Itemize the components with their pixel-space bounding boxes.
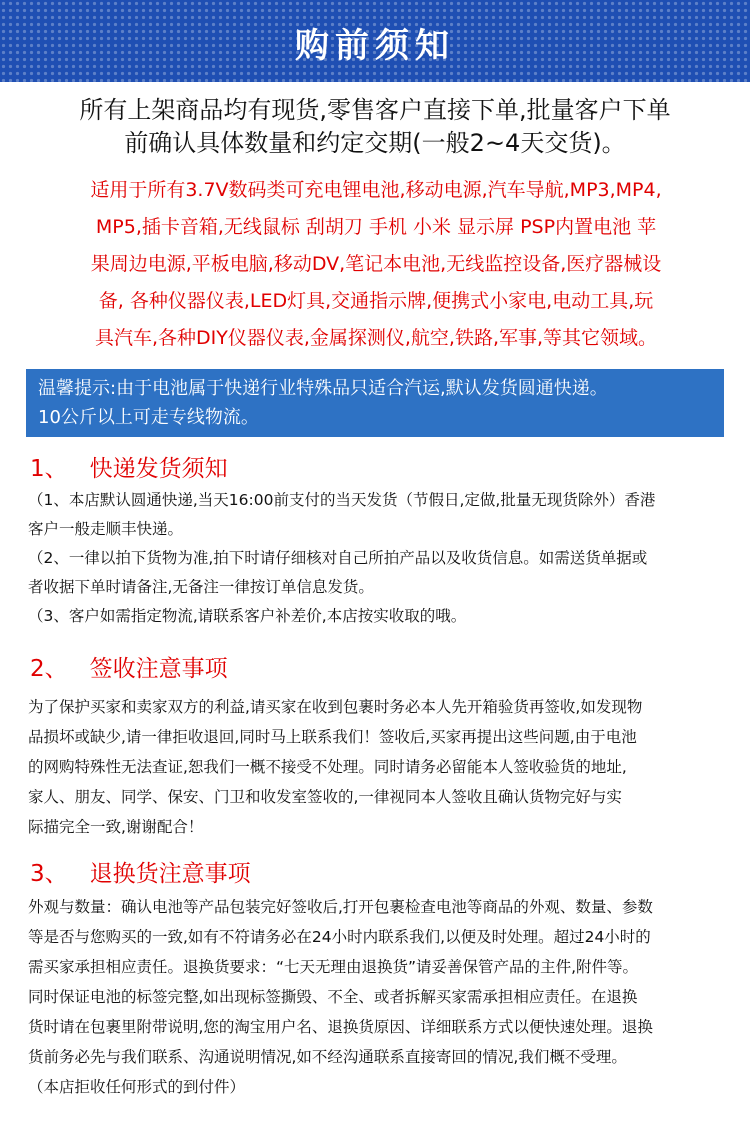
body-line: 货前务必先与我们联系、沟通说明情况,如不经沟通联系直接寄回的情况,我们概不受理。 — [28, 1048, 627, 1066]
intro-paragraph — [20, 94, 730, 160]
section-body-returns — [28, 892, 730, 1102]
applicable-products-paragraph — [28, 172, 724, 357]
body-line: 际描完全一致,谢谢配合！ — [28, 818, 204, 836]
section-heading-signing — [30, 650, 228, 683]
applicable-line: 具汽车,各种DIY仪器仪表,金属探测仪,航空,铁路,军事,等其它领域。 — [94, 327, 658, 349]
notice-line: 温馨提示:由于电池属于快递行业特殊品只适合汽运,默认发货圆通快递。 — [38, 378, 608, 399]
section-heading-returns — [30, 855, 251, 888]
body-line: （3、客户如需指定物流,请联系客户补差价,本店按实收取的哦。 — [28, 607, 467, 625]
body-line: 货时请在包裹里附带说明,您的淘宝用户名、退换货原因、详细联系方式以便快速处理。退换 — [28, 1018, 653, 1036]
section-body-shipping — [28, 486, 730, 631]
intro-line: 所有上架商品均有现货,零售客户直接下单,批量客户下单 — [79, 96, 671, 124]
applicable-line: 备, 各种仪器仪表,LED灯具,交通指示牌,便携式小家电,电动工具,玩 — [98, 290, 654, 312]
section-body-signing — [28, 692, 730, 842]
intro-line: 前确认具体数量和约定交期(一般2~4天交货)。 — [124, 129, 626, 157]
shipping-notice-box — [26, 369, 724, 437]
body-line: （1、本店默认圆通快递,当天16:00前支付的当天发货（节假日,定做,批量无现货除外）香港 — [28, 491, 656, 509]
body-line: 品损坏或缺少,请一律拒收退回,同时马上联系我们！签收后,买家再提出这些问题,由于电池 — [28, 728, 637, 746]
section-title: 签收注意事项 — [89, 656, 228, 682]
body-line: 需买家承担相应责任。退换货要求：“七天无理由退换货”请妥善保管产品的主件,附件等。 — [28, 958, 638, 976]
section-number: 2、 — [30, 656, 68, 682]
section-heading-shipping — [30, 450, 228, 483]
body-line: 的网购特殊性无法查证,恕我们一概不接受不处理。同时请务必留能本人签收验货的地址, — [28, 758, 627, 776]
notice-line: 10公斤以上可走专线物流。 — [38, 407, 259, 428]
applicable-line: MP5,插卡音箱,无线鼠标 刮胡刀 手机 小米 显示屏 PSP内置电池 苹 — [95, 216, 657, 238]
body-line: （本店拒收任何形式的到付件） — [28, 1078, 246, 1096]
section-title: 快递发货须知 — [89, 456, 228, 482]
section-number: 1、 — [30, 456, 68, 482]
header-banner — [0, 0, 750, 82]
body-line: （2、一律以拍下货物为准,拍下时请仔细核对自己所拍产品以及收货信息。如需送货单据或 — [28, 549, 648, 567]
body-line: 为了保护买家和卖家双方的利益,请买家在收到包裹时务必本人先开箱验货再签收,如发现物 — [28, 698, 643, 716]
applicable-line: 果周边电源,平板电脑,移动DV,笔记本电池,无线监控设备,医疗器械设 — [90, 253, 662, 275]
body-line: 家人、朋友、同学、保安、门卫和收发室签收的,一律视同本人签收且确认货物完好与实 — [28, 788, 622, 806]
body-line: 同时保证电池的标签完整,如出现标签撕毁、不全、或者拆解买家需承担相应责任。在退换 — [28, 988, 638, 1006]
body-line: 客户一般走顺丰快递。 — [28, 520, 184, 538]
body-line: 外观与数量：确认电池等产品包装完好签收后,打开包裹检查电池等商品的外观、数量、参数 — [28, 898, 653, 916]
section-title: 退换货注意事项 — [89, 861, 251, 887]
applicable-line: 适用于所有3.7V数码类可充电锂电池,移动电源,汽车导航,MP3,MP4, — [90, 179, 662, 201]
body-line: 等是否与您购买的一致,如有不符请务必在24小时内联系我们,以便及时处理。超过24小时的 — [28, 928, 651, 946]
section-number: 3、 — [30, 861, 68, 887]
body-line: 者收据下单时请备注,无备注一律按订单信息发货。 — [28, 578, 374, 596]
page-title: 购前须知 — [295, 26, 455, 66]
